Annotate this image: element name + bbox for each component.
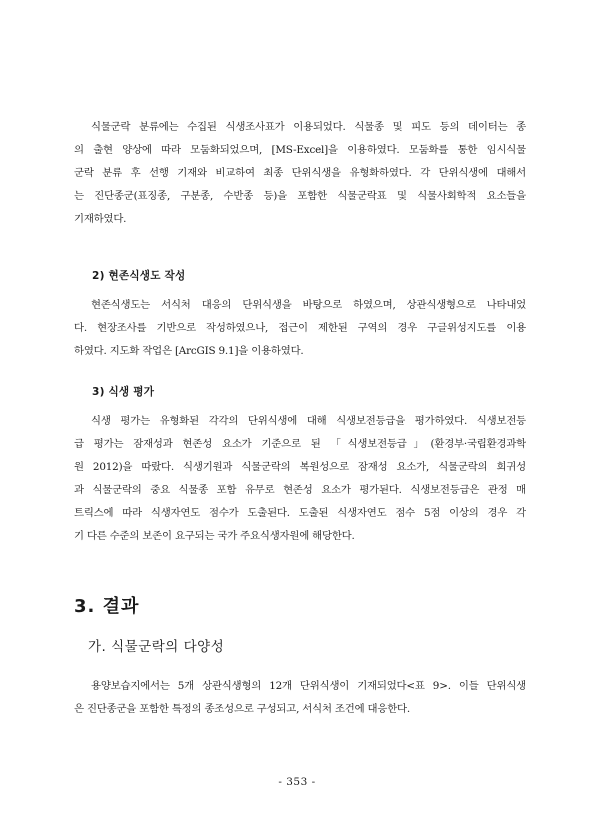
text-line: 급 평가는 잠재성과 현존성 요소가 기준으로 된 「식생보전등급」(환경부·국립환경과학 (74, 438, 526, 450)
paragraph-classification (74, 116, 526, 231)
text-line: 현존식생도는 서식처 대응의 단위식생을 바탕으로 하였으며, 상관식생형으로 나타내었 (91, 299, 526, 311)
paragraph-vegetation-map (74, 294, 526, 363)
text-line: 기재하였다. (74, 213, 127, 225)
text-line: 하였다. 지도화 작업은 [ArcGIS 9.1]을 이용하였다. (74, 345, 304, 357)
text-line: 은 진단종군을 포함한 특정의 종조성으로 구성되고, 서식처 조건에 대응한다. (74, 703, 410, 715)
text-line: 원 2012)을 따랐다. 식생기원과 식물군락의 복원성으로 잠재성 요소가, 식물군락의 희귀성 (74, 461, 526, 473)
text-line: 트릭스에 따라 식생자연도 점수가 도출된다. 도출된 식생자연도 점수 5점 이상의 경우 각 (74, 507, 526, 519)
chapter-heading-results: 3. 결과 (74, 596, 140, 617)
text-line: 기 다른 수준의 보존이 요구되는 국가 주요식생자원에 해당한다. (74, 530, 355, 542)
section-heading-vegetation-evaluation: 3) 식생 평가 (92, 386, 155, 398)
section-heading-community-diversity: 가. 식물군락의 다양성 (88, 639, 225, 655)
text-line: 용양보습지에서는 5개 상관식생형의 12개 단위식생이 기재되었다<표 9>. 이들 단위식생 (91, 680, 526, 692)
text-line: 의 출현 양상에 따라 모둠화되었으며, [MS-Excel]을 이용하였다. 모둠화를 통한 임시식물 (74, 144, 526, 156)
text-line: 는 진단종군(표징종, 구분종, 수반종 등)을 포함한 식물군락표 및 식물사회학적 요소들을 (74, 190, 526, 202)
text-line: 다. 현장조사를 기반으로 작성하였으나, 접근이 제한된 구역의 경우 구글위성지도를 이용 (74, 322, 526, 334)
text-line: 군락 분류 후 선행 기재와 비교하여 최종 단위식생을 유형화하였다. 각 단위식생에 대해서 (74, 167, 526, 179)
paragraph-vegetation-evaluation (74, 410, 526, 548)
page-number: - 353 - (278, 776, 316, 788)
text-line: 식물군락 분류에는 수집된 식생조사표가 이용되었다. 식물종 및 피도 등의 데이터는 종 (91, 121, 526, 133)
text-line: 식생 평가는 유형화된 각각의 단위식생에 대해 식생보전등급을 평가하였다. 식생보전등 (91, 415, 526, 427)
paragraph-community-diversity (74, 675, 526, 721)
section-heading-vegetation-map: 2) 현존식생도 작성 (92, 270, 186, 282)
text-line: 과 식물군락의 중요 식물종 포함 유무로 현존성 요소가 평가된다. 식생보전등급은 관정 매 (74, 484, 526, 496)
